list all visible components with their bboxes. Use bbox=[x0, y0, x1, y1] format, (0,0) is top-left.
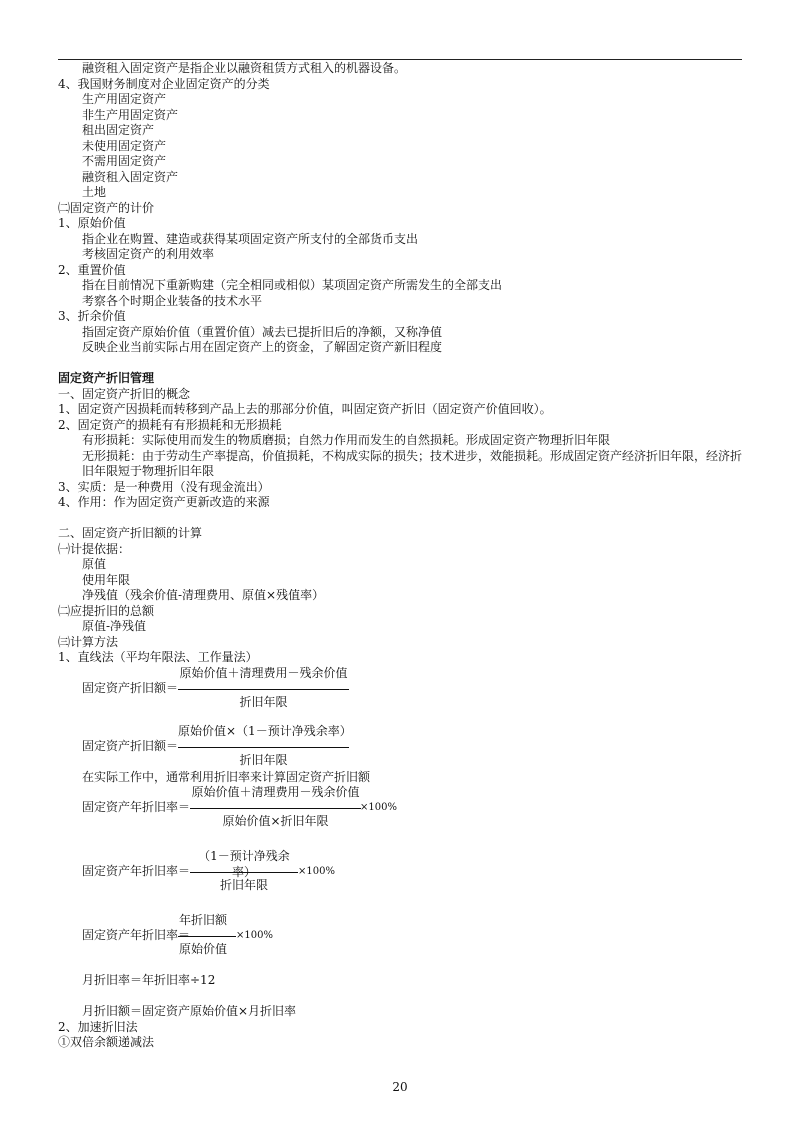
method-heading: 1、直线法（平均年限法、工作量法） bbox=[58, 650, 258, 664]
text-line: 指企业在购置、建造或获得某项固定资产所支付的全部货币支出 bbox=[82, 231, 419, 246]
text-line: 反映企业当前实际占用在固定资产上的资金，了解固定资产新旧程度 bbox=[82, 340, 443, 354]
text-line: 2、固定资产的损耗有有形损耗和无形损耗 bbox=[58, 417, 282, 432]
formula-annual-rate-1 bbox=[58, 785, 748, 831]
list-item: 生产用固定资产 bbox=[82, 92, 167, 106]
list-item: 租出固定资产 bbox=[82, 123, 155, 137]
list-item: 原值 bbox=[82, 557, 107, 571]
formula-suffix: ×100% bbox=[298, 866, 335, 877]
section-heading: ㈡固定资产的计价 bbox=[58, 200, 155, 215]
text-line: 有形损耗：实际使用而发生的物质磨损；自然力作用而发生的自然损耗。形成固定资产物理折旧年限 bbox=[82, 433, 611, 447]
text-line: 考核固定资产的利用效率 bbox=[82, 247, 215, 261]
sub-heading: 2、重置价值 bbox=[58, 262, 126, 277]
header-rule bbox=[58, 59, 742, 60]
text-line: 在实际工作中，通常利用折旧率来计算固定资产折旧额 bbox=[82, 769, 371, 784]
formula-numerator: 原始价值×（1－预计净残余率） bbox=[178, 723, 352, 738]
spacer bbox=[58, 511, 748, 527]
list-item: 原值-净残值 bbox=[82, 619, 147, 633]
bold-heading: 固定资产折旧管理 bbox=[58, 371, 155, 385]
spacer bbox=[58, 712, 748, 724]
sub-heading: ①双倍余额递减法 bbox=[58, 1035, 155, 1049]
text-line: 3、实质：是一种费用（没有现金流出） bbox=[58, 479, 270, 494]
formula-suffix: ×100% bbox=[236, 930, 273, 941]
formula-label: 固定资产年折旧率＝ bbox=[82, 864, 191, 878]
sub-heading: ㈢计算方法 bbox=[58, 634, 119, 649]
spacer bbox=[58, 895, 748, 913]
sub-heading: ㈠计提依据： bbox=[58, 541, 131, 556]
formula-denominator: 原始价值×折旧年限 bbox=[222, 814, 329, 828]
method-heading: 2、加速折旧法 bbox=[58, 1019, 138, 1034]
text-paragraph: 无形损耗：由于劳动生产率提高，价值损耗，不构成实际的损失；技术进步，效能损耗。形成固定资产经济折旧年限，经济折旧年限短于物理折旧年限 bbox=[82, 448, 743, 478]
section-heading: 4、我国财务制度对企业固定资产的分类 bbox=[58, 76, 270, 91]
section-heading: 二、固定资产折旧额的计算 bbox=[58, 526, 203, 540]
list-item: 非生产用固定资产 bbox=[82, 107, 179, 122]
text-line: 月折旧额＝固定资产原始价值×月折旧率 bbox=[82, 1004, 297, 1018]
text-line: 月折旧率＝年折旧率÷12 bbox=[82, 973, 216, 987]
formula-depreciation-amount-1 bbox=[58, 666, 748, 712]
fraction-bar bbox=[178, 747, 349, 748]
list-item: 使用年限 bbox=[82, 572, 131, 587]
fraction-bar bbox=[178, 936, 236, 937]
sub-heading: 1、原始价值 bbox=[58, 216, 126, 230]
spacer bbox=[58, 356, 748, 372]
text-line: 融资租入固定资产是指企业以融资租赁方式租入的机器设备。 bbox=[82, 61, 407, 75]
fraction-bar bbox=[190, 872, 298, 873]
text-line: 1、固定资产因损耗而转移到产品上去的那部分价值，叫固定资产折旧（固定资产价值回收）。 bbox=[58, 402, 552, 416]
formula-denominator: 折旧年限 bbox=[239, 694, 288, 709]
document-body bbox=[58, 61, 748, 1051]
formula-denominator: 折旧年限 bbox=[219, 878, 268, 892]
formula-numerator: （1－预计净残余率） bbox=[198, 849, 290, 879]
formula-numerator: 年折旧额 bbox=[178, 913, 227, 927]
formula-label: 固定资产年折旧率＝ bbox=[82, 928, 191, 942]
formula-label: 固定资产年折旧率＝ bbox=[82, 800, 191, 814]
section-heading: 一、固定资产折旧的概念 bbox=[58, 386, 191, 401]
sub-heading: ㈡应提折旧的总额 bbox=[58, 603, 155, 618]
spacer bbox=[58, 989, 748, 1005]
formula-label: 固定资产折旧额＝ bbox=[82, 738, 179, 753]
formula-annual-rate-2 bbox=[58, 849, 748, 895]
formula-denominator: 原始价值 bbox=[178, 942, 227, 956]
text-line: 指固定资产原始价值（重置价值）减去已提折旧后的净额，又称净值 bbox=[82, 324, 443, 339]
sub-heading: 3、折余价值 bbox=[58, 309, 126, 323]
formula-numerator: 原始价值＋清理费用－残余价值 bbox=[179, 665, 348, 680]
text-line: 考察各个时期企业装备的技术水平 bbox=[82, 293, 263, 308]
formula-denominator: 折旧年限 bbox=[239, 752, 288, 767]
formula-label: 固定资产折旧额＝ bbox=[82, 680, 179, 695]
list-item: 不需用固定资产 bbox=[82, 154, 167, 168]
page-number: 20 bbox=[392, 1080, 408, 1094]
fraction-bar bbox=[190, 808, 361, 809]
list-item: 融资租入固定资产 bbox=[82, 169, 179, 184]
spacer bbox=[58, 831, 748, 849]
list-item: 未使用固定资产 bbox=[82, 138, 167, 153]
list-item: 净残值（残余价值-清理费用、原值×残值率） bbox=[82, 588, 325, 602]
formula-numerator: 原始价值＋清理费用－残余价值 bbox=[191, 785, 360, 799]
list-item: 土地 bbox=[82, 185, 107, 199]
text-line: 指在目前情况下重新购建（完全相同或相似）某项固定资产所需发生的全部支出 bbox=[82, 278, 503, 292]
spacer bbox=[58, 959, 748, 973]
formula-annual-rate-3 bbox=[58, 913, 748, 959]
text-line: 4、作用：作为固定资产更新改造的来源 bbox=[58, 495, 270, 509]
formula-suffix: ×100% bbox=[360, 802, 397, 813]
fraction-bar bbox=[178, 689, 349, 690]
formula-depreciation-amount-2 bbox=[58, 724, 748, 770]
